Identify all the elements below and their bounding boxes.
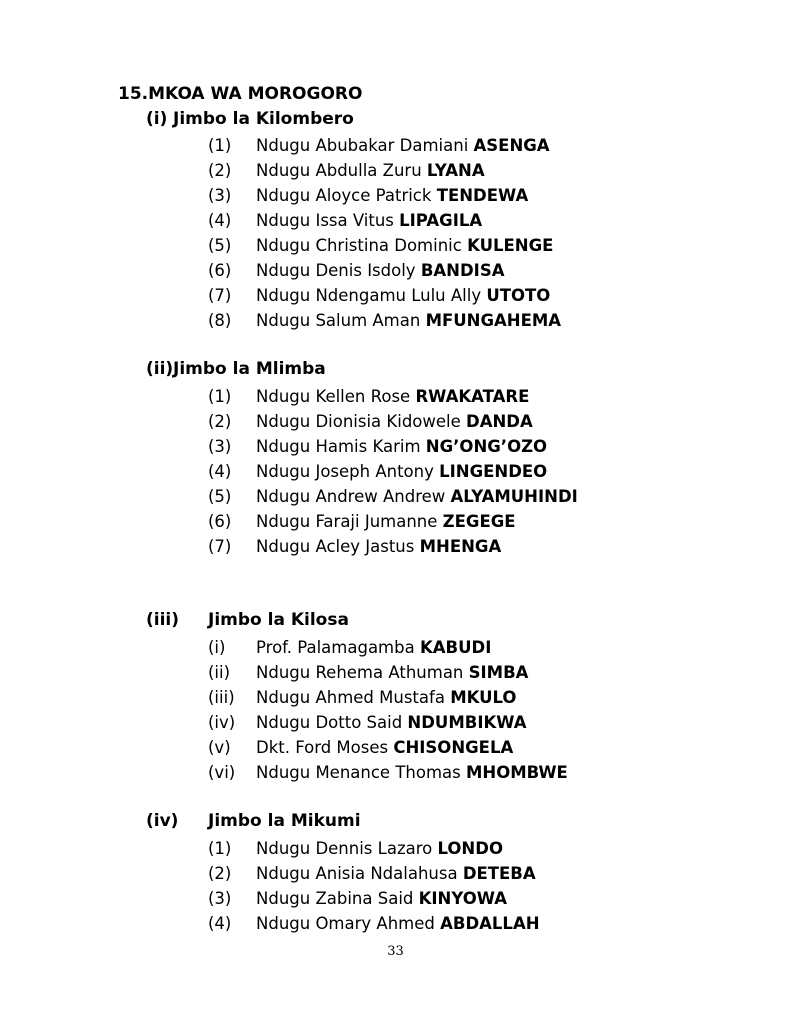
- item-name: [256, 233, 553, 258]
- item-number: (3): [208, 437, 232, 456]
- item-number: (iv): [208, 713, 236, 732]
- given-names: Ndugu Hamis Karim: [256, 437, 426, 456]
- surname: ABDALLAH: [440, 914, 540, 933]
- section-name: Jimbo la Kilosa: [208, 610, 349, 630]
- surname: MHOMBWE: [466, 763, 568, 782]
- given-names: Ndugu Anisia Ndalahusa: [256, 864, 463, 883]
- item-number: (6): [208, 512, 232, 531]
- item-name: [256, 158, 485, 183]
- item-name: [256, 685, 516, 710]
- item-name: [256, 283, 550, 308]
- item-name: [256, 836, 503, 861]
- item-number: (4): [208, 914, 232, 933]
- surname: LIPAGILA: [399, 211, 483, 230]
- surname: ALYAMUHINDI: [450, 487, 578, 506]
- given-names: Ndugu Omary Ahmed: [256, 914, 441, 933]
- item-name: [256, 886, 507, 911]
- given-names: Ndugu Menance Thomas: [256, 763, 466, 782]
- given-names: Ndugu Joseph Antony: [256, 462, 440, 481]
- surname: KINYOWA: [418, 889, 507, 908]
- item-number: (1): [208, 387, 232, 406]
- surname: LYANA: [426, 161, 485, 180]
- surname: ASENGA: [473, 136, 550, 155]
- surname: LINGENDEO: [439, 462, 548, 481]
- surname: RWAKATARE: [415, 387, 530, 406]
- item-number: (5): [208, 487, 232, 506]
- item-number: (4): [208, 211, 232, 230]
- surname: CHISONGELA: [393, 738, 514, 757]
- item-name: [256, 710, 526, 735]
- given-names: Ndugu Ndengamu Lulu Ally: [256, 286, 487, 305]
- given-names: Ndugu Dionisia Kidowele: [256, 412, 467, 431]
- item-number: (2): [208, 412, 232, 431]
- given-names: Ndugu Denis Isdoly: [256, 261, 421, 280]
- item-name: [256, 384, 529, 409]
- item-number: (2): [208, 161, 232, 180]
- page-number: 33: [387, 944, 404, 959]
- item-number: (1): [208, 839, 232, 858]
- item-name: [256, 409, 533, 434]
- surname: TENDEWA: [436, 186, 529, 205]
- item-name: [256, 133, 550, 158]
- surname: SIMBA: [468, 663, 529, 682]
- item-number: (ii): [208, 663, 231, 682]
- given-names: Ndugu Christina Dominic: [256, 236, 468, 255]
- item-number: (3): [208, 186, 232, 205]
- section-name: Jimbo la Mlimba: [173, 359, 326, 379]
- item-name: [256, 434, 547, 459]
- given-names: Ndugu Ahmed Mustafa: [256, 688, 451, 707]
- given-names: Ndugu Aloyce Patrick: [256, 186, 437, 205]
- given-names: Ndugu Rehema Athuman: [256, 663, 469, 682]
- surname: BANDISA: [420, 261, 505, 280]
- section-number: (iv): [146, 811, 179, 831]
- given-names: Ndugu Abdulla Zuru: [256, 161, 427, 180]
- item-number: (i): [208, 638, 226, 657]
- item-number: (vi): [208, 763, 236, 782]
- section-number: (iii): [146, 610, 180, 630]
- item-name: [256, 911, 540, 936]
- section-name: Jimbo la Mikumi: [208, 811, 361, 831]
- given-names: Ndugu Dotto Said: [256, 713, 408, 732]
- given-names: Ndugu Acley Jastus: [256, 537, 420, 556]
- section-number: (ii): [146, 359, 174, 379]
- surname: LONDO: [437, 839, 503, 858]
- given-names: Ndugu Salum Aman: [256, 311, 426, 330]
- given-names: Prof. Palamagamba: [256, 638, 420, 657]
- given-names: Ndugu Kellen Rose: [256, 387, 416, 406]
- item-name: [256, 183, 528, 208]
- given-names: Ndugu Issa Vitus: [256, 211, 400, 230]
- given-names: Ndugu Zabina Said: [256, 889, 419, 908]
- surname: KABUDI: [419, 638, 492, 657]
- item-number: (5): [208, 236, 232, 255]
- item-name: [256, 534, 501, 559]
- item-name: [256, 459, 547, 484]
- surname: NG’ONG’OZO: [425, 437, 548, 456]
- item-name: [256, 308, 561, 333]
- given-names: Ndugu Abubakar Damiani: [256, 136, 474, 155]
- item-name: [256, 660, 528, 685]
- region-title: 15.MKOA WA MOROGORO: [118, 84, 363, 104]
- item-name: [256, 509, 516, 534]
- item-number: (8): [208, 311, 232, 330]
- item-number: (7): [208, 286, 232, 305]
- surname: UTOTO: [486, 286, 551, 305]
- item-number: (v): [208, 738, 231, 757]
- given-names: Ndugu Dennis Lazaro: [256, 839, 438, 858]
- item-number: (1): [208, 136, 232, 155]
- item-name: [256, 635, 491, 660]
- item-name: [256, 258, 504, 283]
- surname: DETEBA: [462, 864, 536, 883]
- item-name: [256, 484, 578, 509]
- item-name: [256, 861, 536, 886]
- given-names: Ndugu Faraji Jumanne: [256, 512, 443, 531]
- item-number: (iii): [208, 688, 235, 707]
- item-number: (2): [208, 864, 232, 883]
- item-number: (7): [208, 537, 232, 556]
- item-name: [256, 208, 482, 233]
- item-name: [256, 760, 568, 785]
- item-number: (6): [208, 261, 232, 280]
- given-names: Dkt. Ford Moses: [256, 738, 394, 757]
- surname: ZEGEGE: [442, 512, 516, 531]
- surname: MHENGA: [419, 537, 502, 556]
- surname: DANDA: [466, 412, 533, 431]
- surname: MKULO: [450, 688, 517, 707]
- section-number: (i): [146, 109, 168, 129]
- section-name: Jimbo la Kilombero: [173, 109, 354, 129]
- surname: NDUMBIKWA: [407, 713, 527, 732]
- item-number: (3): [208, 889, 232, 908]
- item-number: (4): [208, 462, 232, 481]
- surname: MFUNGAHEMA: [425, 311, 562, 330]
- given-names: Ndugu Andrew Andrew: [256, 487, 451, 506]
- item-name: [256, 735, 513, 760]
- surname: KULENGE: [467, 236, 554, 255]
